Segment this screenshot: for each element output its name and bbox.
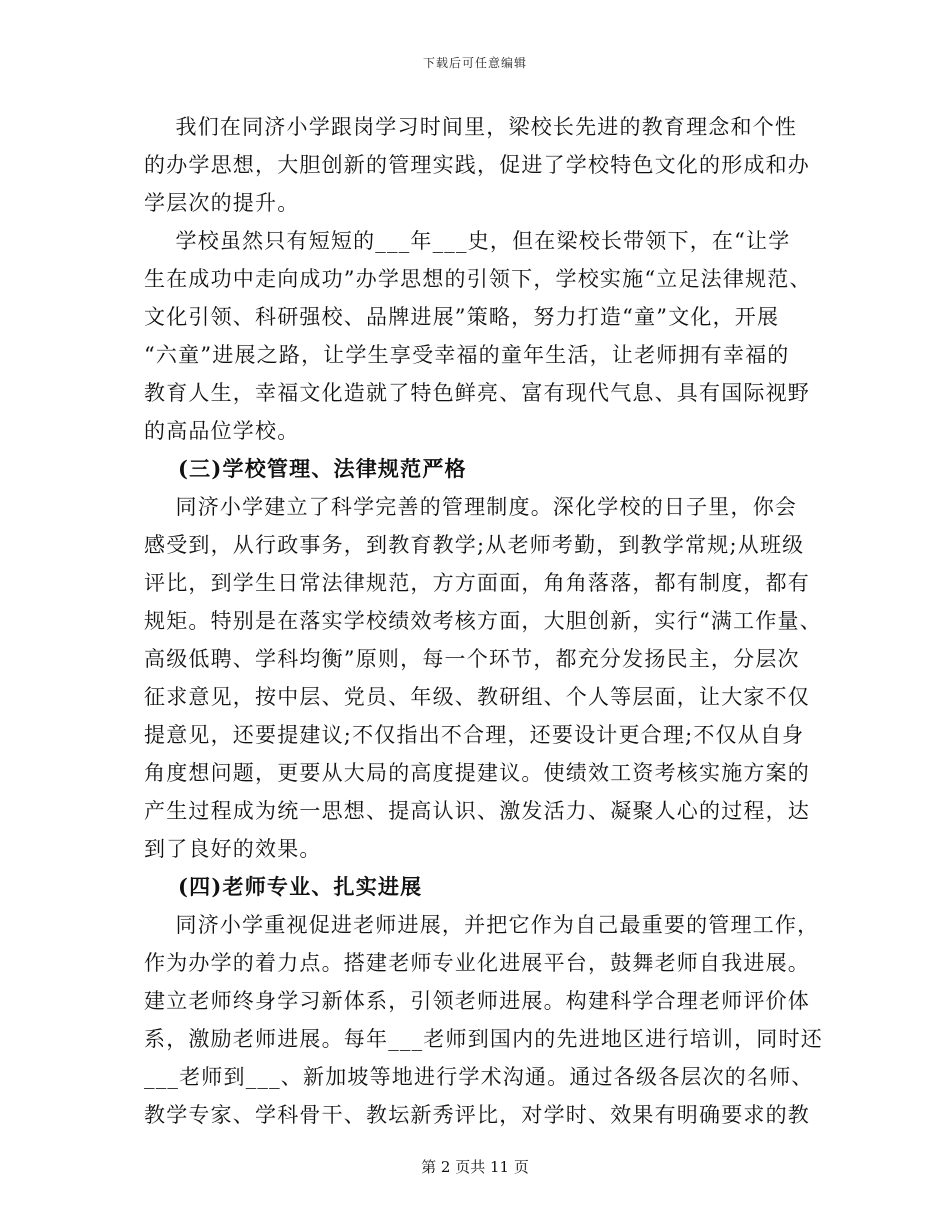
page-footer: 第 2 页共 11 页: [421, 1158, 529, 1176]
paragraph-line: 征求意见，按中层、党员、年级、教研组、个人等层面，让大家不仅: [144, 685, 810, 709]
paragraph-line: 感受到，从行政事务，到教育教学;从老师考勤，到教学常规;从班级: [144, 533, 805, 557]
paragraph-line: 同济小学重视促进老师进展，并把它作为自己最重要的管理工作，: [144, 913, 820, 937]
section-heading: (四)老师专业、扎实进展: [144, 874, 423, 899]
paragraph-line: 学层次的提升。: [144, 191, 300, 215]
paragraph-line: ___老师到___、新加坡等地进行学术沟通。通过各级各层次的名师、: [144, 1065, 814, 1089]
paragraph-line: 评比，到学生日常法律规范，方方面面，角角落落，都有制度，都有: [144, 571, 810, 595]
paragraph-line: 的办学思想，大胆创新的管理实践，促进了学校特色文化的形成和办: [144, 153, 810, 177]
paragraph-line: 教学专家、学科骨干、教坛新秀评比，对学时、效果有明确要求的教: [144, 1103, 810, 1127]
paragraph-line: 教育人生，幸福文化造就了特色鲜亮、富有现代气息、具有国际视野: [144, 381, 810, 405]
paragraph-line: 的高品位学校。: [144, 419, 300, 443]
paragraph-line: 生在成功中走向成功”办学思想的引领下，学校实施“立足法律规范、: [144, 267, 812, 291]
paragraph-line: “六童”进展之路，让学生享受幸福的童年生活，让老师拥有幸福的: [144, 343, 790, 367]
paragraph-line: 角度想问题，更要从大局的高度提建议。使绩效工资考核实施方案的: [144, 761, 810, 785]
page-header: 下载后可任意编辑: [422, 56, 527, 70]
document-body: [144, 108, 823, 1134]
paragraph-line: 文化引领、科研强校、品牌进展”策略，努力打造“童”文化，开展: [144, 305, 780, 329]
paragraph-line: 产生过程成为统一思想、提高认识、激发活力、凝聚人心的过程，达: [144, 799, 810, 823]
paragraph-line: 规矩。特别是在落实学校绩效考核方面，大胆创新，实行“满工作量、: [144, 609, 822, 633]
paragraph-line: 学校虽然只有短短的___年___史，但在梁校长带领下，在“让学: [144, 229, 791, 253]
paragraph-line: 建立老师终身学习新体系，引领老师进展。构建科学合理老师评价体: [144, 989, 810, 1013]
paragraph-line: 同济小学建立了科学完善的管理制度。深化学校的日子里，你会: [144, 495, 798, 519]
paragraph-line: 系，激励老师进展。每年___老师到国内的先进地区进行培训，同时还: [144, 1027, 823, 1051]
paragraph-line: 作为办学的着力点。搭建老师专业化进展平台，鼓舞老师自我进展。: [144, 951, 810, 975]
paragraph-line: 到了良好的效果。: [144, 837, 322, 861]
paragraph-line: 高级低聘、学科均衡”原则，每一个环节，都充分发扬民主，分层次: [144, 647, 800, 671]
section-heading: (三)学校管理、法律规范严格: [144, 456, 467, 481]
paragraph-line: 我们在同济小学跟岗学习时间里，梁校长先进的教育理念和个性: [144, 115, 798, 139]
paragraph-line: 提意见，还要提建议;不仅指出不合理，还要设计更合理;不仅从自身: [144, 723, 805, 747]
